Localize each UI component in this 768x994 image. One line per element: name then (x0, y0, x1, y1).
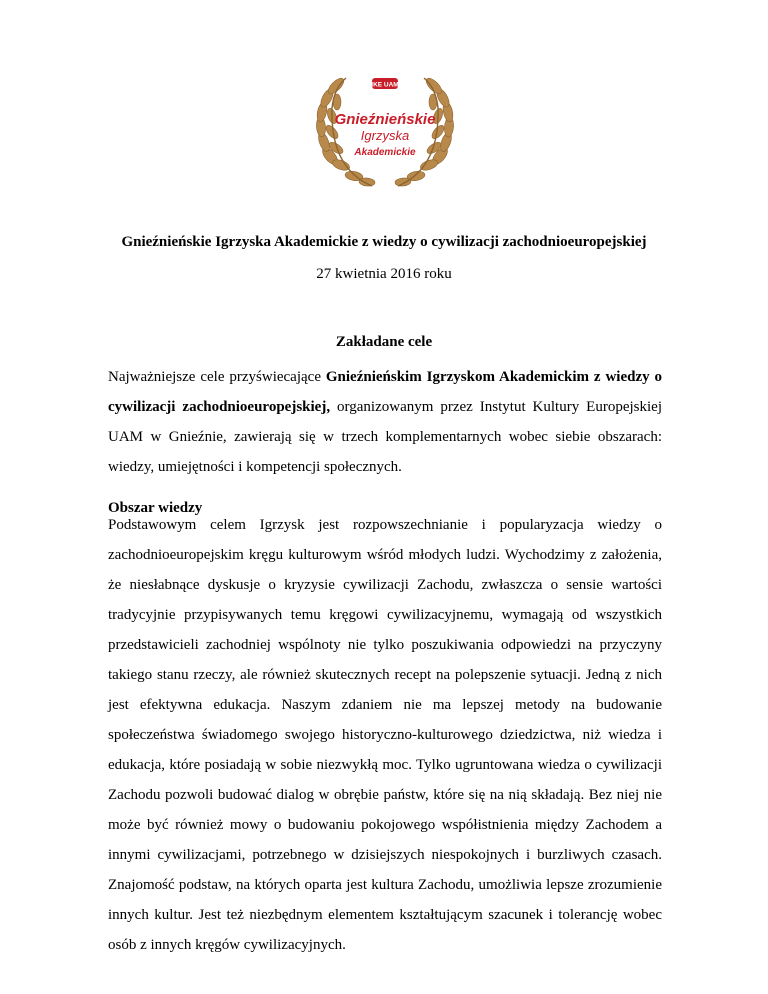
knowledge-heading: Obszar wiedzy (108, 500, 203, 516)
igrzyska-logo (310, 68, 460, 196)
knowledge-paragraph: Podstawowym celem Igrzysk jest rozpowszechnianie i popularyzacja wiedzy o zachodnioeuropejskim kręgu kulturowym wśród młodych ludzi. Wychodzimy z założenia, że niesłabnące dyskusje o kryzysie cywilizacji Zachodu, zwłaszcza o sensie wartości tradycyjnie przypisywanych temu kręgowi cywilizacyjnemu, wymagają od wszystkich przedstawicieli zachodniej wspólnoty nie tylko poszukiwania odpowiedzi na przyczyny takiego stanu rzeczy, ale również skutecznych recept na polepszenie sytuacji. Jedną z nich jest efektywna edukacja. Naszym zdaniem nie ma lepszej metody na budowanie społeczeństwa świadomego swojego historyczno-kulturowego dziedzictwa, niż wiedza i edukacja, które posiadają w sobie niezwykłą moc. Tylko ugruntowana wiedza o cywilizacji Zachodu pozwoli budować dialog w obrębie państw, które się na nią składają. Bez niej nie może być również mowy o budowaniu pokojowego współistnienia między Zachodem a innymi cywilizacjami, potrzebnego w dzisiejszych niespokojnych i burzliwych czasach. Znajomość podstaw, na których oparta jest kultura Zachodu, umożliwia lepsze zrozumienie innych kultur. Jest też niezbędnym elementem kształtującym szacunek i tolerancję wobec osób z innych kręgów cywilizacyjnych. (108, 517, 662, 953)
document-title: Gnieźnieńskie Igrzyska Akademickie z wiedzy o cywilizacji zachodnioeuropejskiej (121, 234, 647, 250)
intro-text-after: organizowanym przez Instytut Kultury Europejskiej UAM w Gnieźnie, zawierają się w trzech komplementarnych wobec siebie obszarach: wiedzy, umiejętności i kompetencji społecznych. (108, 399, 662, 475)
logo-line-2: Igrzyska (360, 128, 410, 143)
intro-text-before: Najważniejsze cele przyświecające (108, 369, 326, 385)
intro-paragraph (108, 362, 662, 482)
document-date: 27 kwietnia 2016 roku (316, 266, 452, 282)
intro-text-bold: Gnieźnieńskim Igrzyskom Akademickim z wiedzy o cywilizacji zachodnioeuropejskiej, (108, 369, 662, 415)
logo-line-3: Akademickie (354, 147, 416, 158)
logo-line-1: Gnieźnieńskie (334, 111, 436, 128)
goals-heading: Zakładane cele (335, 334, 433, 350)
laurel-wreath-icon (310, 68, 460, 196)
logo-badge-text: IKE UAM (371, 81, 399, 89)
